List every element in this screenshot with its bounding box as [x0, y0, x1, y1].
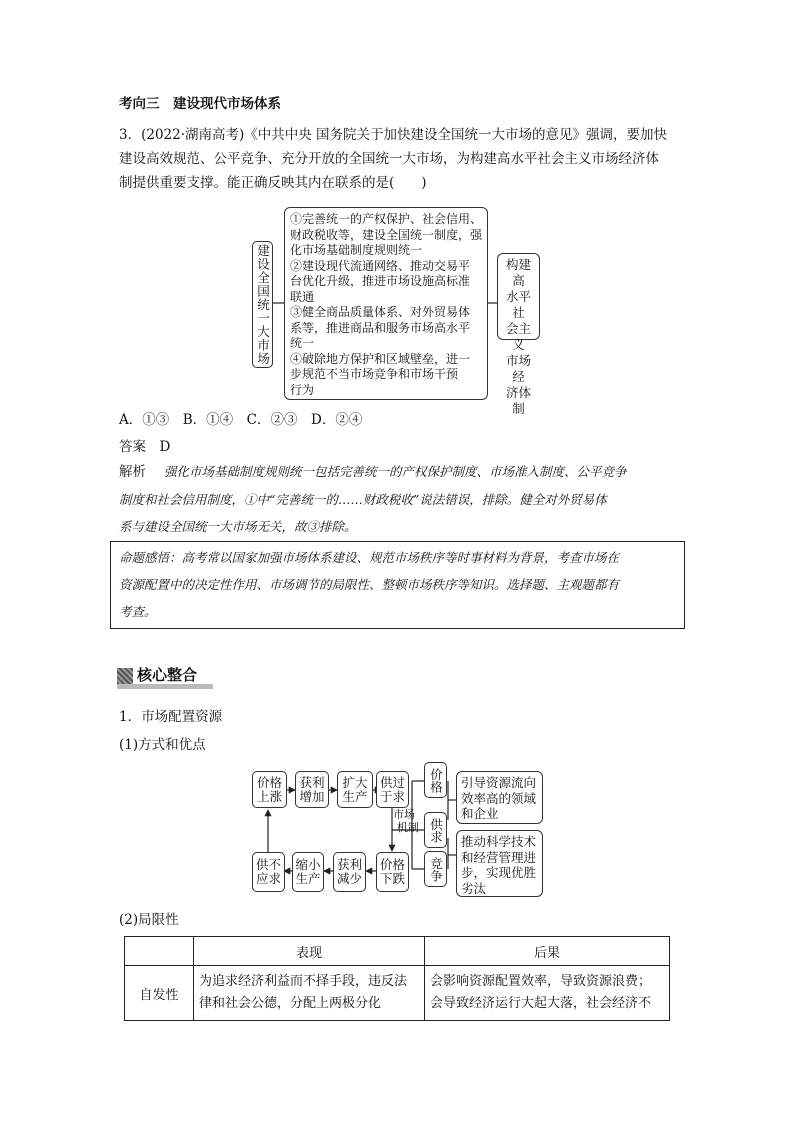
diagram1-left-box: 建设全国统一大市场: [252, 241, 273, 368]
flow-mechanism-label: 市场 机制: [393, 808, 419, 834]
diagram1-middle-line: 步规范不当市场竞争和市场干预: [290, 367, 459, 381]
flow-oversupply: 供过 于求: [376, 771, 409, 808]
section-title: 核心整合: [137, 666, 198, 684]
diagram1-middle-line: ①完善统一的产权保护、社会信用、: [290, 212, 483, 226]
flow-profit-decrease: 获利 减少: [333, 852, 366, 892]
diagram1-right-line: 会主义: [505, 321, 531, 352]
flow-right-guide-box: 引导资源流向 效率高的领域 和企业: [456, 771, 543, 824]
diagram1-right-line: 济体制: [505, 385, 531, 416]
flow-profit-increase: 获利 增加: [295, 771, 329, 808]
limitations-table: [124, 936, 670, 1021]
table-row-label: 自发性: [125, 966, 194, 1021]
table-row: [125, 966, 670, 1021]
flow-mid-supply-demand: 供求: [424, 812, 447, 848]
diagram1-middle-line: 化市场基础制度规则统一: [290, 243, 423, 257]
diagram1-right-line: 水平社: [505, 289, 531, 320]
diagram1-right-line: 市场经: [505, 353, 531, 384]
analysis-line-1: 强化市场基础制度规则统一包括完善统一的产权保护制度、市场准入制度、公平竞争: [164, 464, 627, 479]
flow-mid-competition: 竞争: [424, 851, 447, 887]
diagram1-middle-line: 系等，推进商品和服务市场高水平: [290, 320, 471, 335]
flow-reduce-production: 缩小 生产: [292, 852, 324, 892]
topic-heading: 考向三 建设现代市场体系: [119, 96, 281, 112]
analysis-line-2: 制度和社会信用制度，①中“完善统一的……财政税收”说法错误，排除。健全对外贸易体: [119, 492, 607, 507]
diagram1-middle-line: 台优化升级，推进市场设施高标准: [290, 274, 471, 288]
question-line-3: 制提供重要支撑。能正确反映其内在联系的是( ): [119, 175, 427, 191]
flow-undersupply: 供不 应求: [252, 852, 285, 892]
table-header-cell: 表现: [194, 937, 425, 966]
diagram1-middle-line: ④破除地方保护和区域壁垒，进一: [290, 351, 471, 366]
answer-line: 答案 D: [119, 439, 171, 455]
diagram1-middle-line: 联通: [290, 289, 315, 304]
diagram1-middle-line: 统一: [290, 336, 315, 350]
diagram1-middle-line: ②建设现代流通网络、推动交易平: [290, 258, 471, 273]
flow-right-promote-box: 推动科学技术 和经营管理进 步，实现优胜 劣汰: [456, 830, 543, 897]
flow-mid-price: 价格: [424, 762, 447, 798]
question-line-1: 3．(2022·湖南高考)《中共中央 国务院关于加快建设全国统一大市场的意见》强调，要加快: [119, 127, 668, 143]
table-header-row: [125, 937, 670, 966]
diagram1-middle-line: 财政税收等，建设全国统一制度，强: [290, 227, 483, 242]
diagram1-middle-line: ③健全商品质量体系、对外贸易体: [290, 305, 471, 319]
diagram1-middle-line: 行为: [290, 382, 315, 397]
item-1b-title: (2)局限性: [119, 912, 179, 928]
note-line-1: 命题感悟：高考常以国家加强市场体系建设、规范市场秩序等时事材料为背景，考查市场在: [119, 550, 620, 565]
table-header-cell: 后果: [425, 937, 670, 966]
analysis-line-3: 系与建设全国统一大市场无关，故③排除。: [119, 519, 357, 534]
diagram1-right-line: 构建高: [505, 257, 531, 288]
item-1a-title: (1)方式和优点: [119, 737, 206, 753]
table-header-cell: [125, 937, 194, 966]
table-cell: 为追求经济利益而不择手段，违反法 律和社会公德，分配上两极分化: [194, 966, 425, 1021]
flow-expand-production: 扩大 生产: [337, 771, 373, 808]
answer-options: A．①③ B．①④ C．②③ D．②④: [119, 412, 363, 428]
flow-price-fall: 价格 下跌: [376, 852, 409, 892]
item-1-title: 1．市场配置资源: [119, 709, 223, 725]
table-cell: 会影响资源配置效率，导致资源浪费； 会导致经济运行大起大落，社会经济不: [425, 966, 670, 1021]
flow-price-rise: 价格 上涨: [252, 771, 287, 808]
question-line-2: 建设高效规范、公平竞争、充分开放的全国统一大市场，为构建高水平社会主义市场经济体: [119, 151, 659, 167]
note-line-2: 资源配置中的决定性作用、市场调节的局限性、整顿市场秩序等知识。选择题、主观题都有: [119, 577, 620, 592]
note-line-3: 考查。: [119, 604, 157, 619]
analysis-label: 解析: [119, 464, 146, 480]
